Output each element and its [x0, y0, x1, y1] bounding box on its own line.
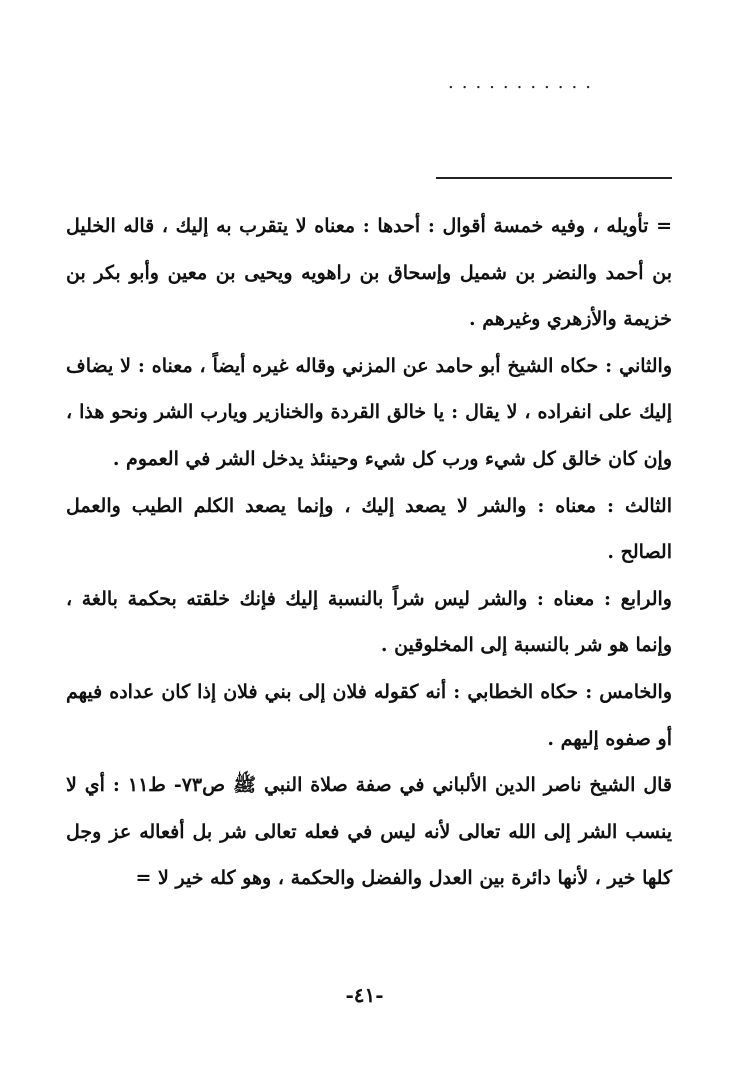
paragraph-second-saying: والثاني : حكاه الشيخ أبو حامد عن المزني وقاله غيره أيضاً ، معناه : لا يضاف إليك على انفراده ، لا يقال : يا خالق القردة والخنازير ويارب الشر ونحو هذا ، وإن كان خالق كل شيء ورب كل شيء وحينئذ يدخل الشر في العموم .	[66, 354, 672, 470]
page-number: -٤١-	[345, 983, 384, 1007]
paragraph-fifth-saying: والخامس : حكاه الخطابي : أنه كقوله فلان إلى بني فلان إذا كان عداده فيهم أو صفوه إليهم .	[66, 680, 672, 750]
paragraph-third-saying: الثالث : معناه : والشر لا يصعد إليك ، وإنما يصعد الكلم الطيب والعمل الصالح .	[66, 494, 672, 564]
paragraph-fourth-saying: والرابع : معناه : والشر ليس شراً بالنسبة إليك فإنك خلقته بحكمة بالغة ، وإنما هو شر بالنسبة إلى المخلوقين .	[66, 587, 672, 657]
header-dots: ...........	[448, 72, 599, 93]
paragraph-first-saying: = تأويله ، وفيه خمسة أقوال : أحدها : معناه لا يتقرب به إليك ، قاله الخليل بن أحمد والنضر بن شميل وإسحاق بن راهويه ويحيى بن معين وأبو بكر بن خزيمة والأزهري وغيرهم .	[66, 215, 672, 331]
footnote-text	[66, 203, 672, 902]
footnote-separator-line	[436, 177, 672, 179]
paragraph-albani-quote: قال الشيخ ناصر الدين الألباني في صفة صلاة النبي ﷺ ص٧٣- ط١١ : أي لا ينسب الشر إلى الله تعالى لأنه ليس في فعله تعالى شر بل أفعاله عز وجل كلها خير ، لأنها دائرة بين العدل والفضل والحكمة ، وهو كله خير لا =	[66, 774, 672, 890]
